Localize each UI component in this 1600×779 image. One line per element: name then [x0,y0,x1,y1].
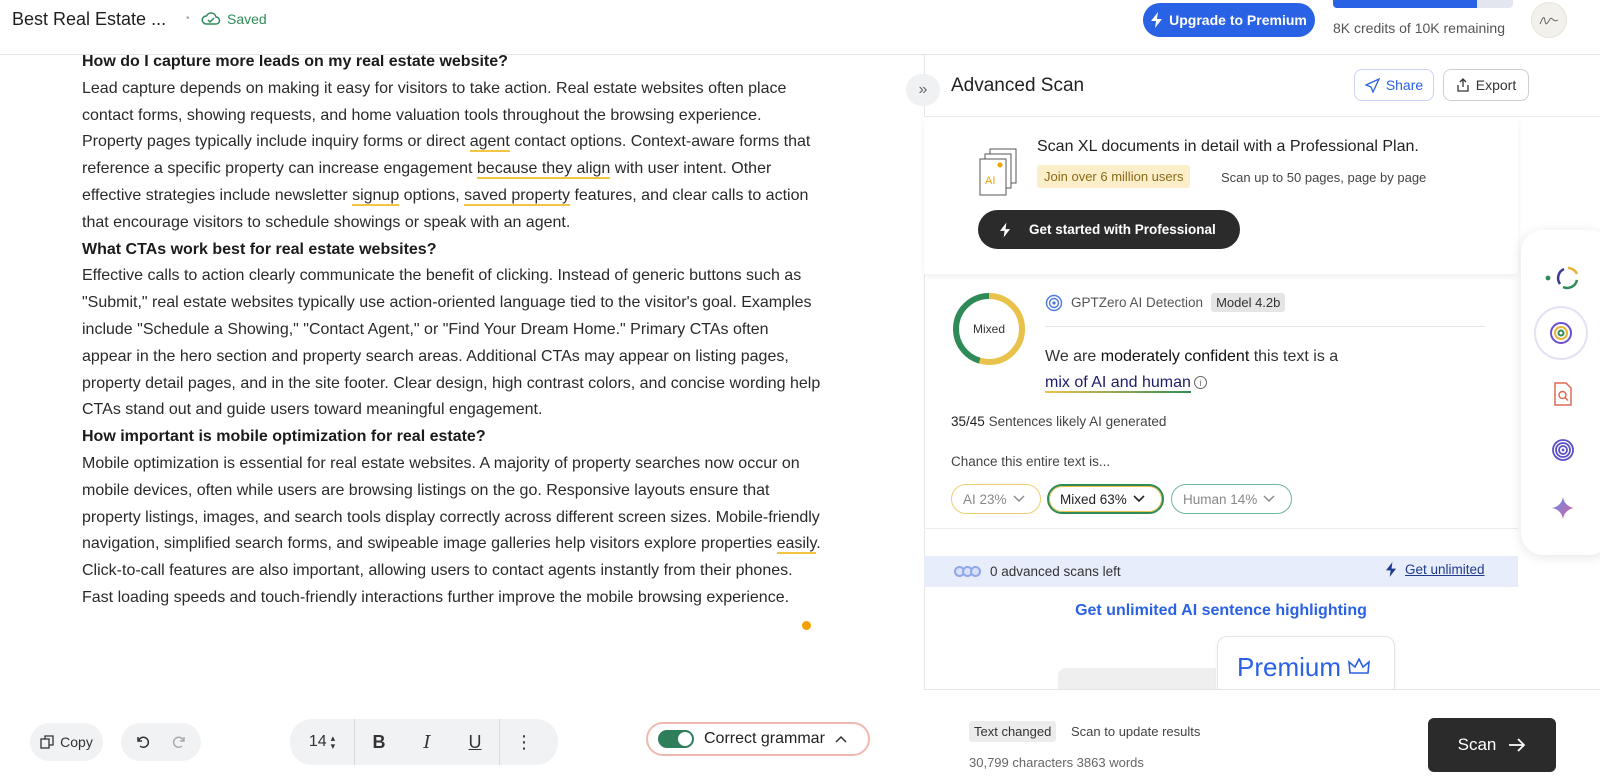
font-size-value: 14 [308,733,327,750]
professional-plan-title: Scan XL documents in detail with a Professional Plan. [1037,138,1419,155]
ai-icon-label: AI [985,175,996,187]
more-options-button[interactable]: ⋮ [515,731,533,752]
top-bar [0,0,1600,55]
undo-icon[interactable] [135,734,151,750]
confidence-statement: We are moderately confident this text is a mix of AI and human i [1045,348,1339,391]
double-chevron-right-icon: » [918,81,928,98]
document-search-icon [1553,382,1573,406]
status-ring-icon [1545,264,1581,292]
rail-item-scan[interactable] [1536,313,1586,353]
rail-item-plagiarism[interactable] [1538,374,1588,414]
rail-item-ai-detect[interactable] [1538,258,1588,298]
spiral-icon [1550,437,1576,463]
paragraph-ctas: Effective calls to action clearly communicate the benefit of clicking. Instead of generic buttons such as "Submit," real estate websites typically use action-oriented language tied to the visitor's goal. Examples include "Schedule a Showing," "Contact Agent," or "Find Your Dream Home." Primary CTAs often appear in the hero section and property search areas. Additional CTAs may appear on listing pages, property detail pages, and in the site footer. Clear design, high contrast colors, and concise wording help CTAs stand out and guide users toward meaningful engagement. [82,267,821,419]
model-badge: Model 4.2b [1211,293,1285,312]
paragraph-mobile: Mobile optimization is essential for real estate websites. A majority of property searches now occur on mobile devices, often while users are browsing listings on the go. Responsive layouts ensure that property listings, images, and search tools display correctly across different screen sizes. Mobile-friendly navigation, simplified search forms, and swipeable image galleries help visitors explore properties easily. Click-to-call features are also important, allowing users to contact agents instantly from their phones. Fast loading speeds and touch-friendly interactions further improve the mobile browsing experience. [82,454,821,606]
upgrade-label: Upgrade to Premium [1169,12,1307,28]
updown-icon: ▴ ▾ [330,733,336,751]
paragraph-lead-capture: Lead capture depends on making it easy for visitors to take action. Real estate websites often place contact forms, showing requests, and home valuation tools throughout the browsing experience. Property pages typically include inquiry forms or direct agent contact options. Context-aware forms that reference a specific property can increase engagement because they align with user intent. Other effective strategies include newsletter signup options, saved property features, and clear calls to action that encourage visitors to schedule showings or speak with an agent. [82,79,811,231]
format-group [290,719,558,765]
undo-redo-group [121,723,201,761]
export-button[interactable] [1443,69,1529,101]
sparkle-icon [1551,496,1575,520]
separator-dot: • [186,13,190,24]
bold-button[interactable]: B [372,731,386,752]
font-size-stepper[interactable] [290,719,354,765]
grammar-suggestion[interactable]: saved property [464,186,571,204]
editor-toolbar [0,705,924,779]
chevron-up-icon [835,735,847,743]
mixed-percent-chip[interactable]: Mixed 63% [1047,484,1164,514]
divider [924,528,1518,529]
export-icon [1456,78,1470,92]
lightning-icon [1000,222,1011,238]
word-count: 30,799 characters 3863 words [969,755,1144,770]
share-button[interactable] [1354,69,1434,101]
copy-label: Copy [60,734,93,750]
grammar-suggestion[interactable]: signup [352,186,400,204]
suggestion-dot[interactable] [802,621,811,630]
panel-title: Advanced Scan [951,75,1085,96]
premium-label: Premium [1237,652,1370,683]
correct-grammar-toggle[interactable] [646,722,870,756]
copy-button[interactable] [30,723,103,761]
sentences-stat: 35/45 Sentences likely AI generated [951,414,1167,429]
saved-status [201,11,267,27]
scan-label: Scan [1457,735,1497,754]
detector-name: GPTZero AI Detection [1071,295,1204,310]
ai-percent-chip[interactable]: AI 23% [951,484,1041,514]
cloud-check-icon [201,11,221,27]
send-icon [1365,78,1380,93]
ring-label: Mixed [972,322,1005,336]
cut-heading: How do I capture more leads on my real estate website? [82,55,508,70]
copy-icon [40,735,54,749]
upgrade-to-premium-button[interactable] [1143,3,1315,37]
mix-result-link[interactable]: mix of AI and human [1045,374,1191,391]
redo-icon[interactable] [171,734,187,750]
share-label: Share [1385,77,1424,93]
chevron-down-icon [1263,495,1275,503]
crown-icon [1348,658,1370,676]
underline-button[interactable]: U [468,731,482,752]
grammar-suggestion[interactable]: because they align [476,160,611,178]
gptzero-logo-icon [1045,294,1063,312]
detector-row [1045,293,1285,312]
italic-button[interactable]: I [423,731,431,753]
heading-ctas: What CTAs work best for real estate websites? [82,240,437,258]
rail-item-writing-report[interactable] [1538,430,1588,470]
scans-left-label: 0 advanced scans left [990,564,1121,579]
divider [1045,326,1485,327]
saved-label: Saved [227,11,267,27]
human-percent-chip[interactable]: Human 14% [1171,484,1292,514]
chevron-down-icon [1013,495,1025,503]
scan-button[interactable] [1428,718,1556,772]
active-indicator [1536,308,1586,358]
collapse-panel-button[interactable] [906,74,940,106]
grammar-suggestion[interactable]: agent [469,133,510,151]
spiral-color-icon [1548,320,1574,346]
documents-ai-icon [978,148,1020,200]
grammar-label: Correct grammar [704,730,825,747]
credits-progress-fill [1333,0,1477,8]
info-icon[interactable]: i [1194,376,1207,389]
scan-update-text: Scan to update results [1071,724,1201,739]
chance-label: Chance this entire text is... [951,454,1111,469]
credits-progress-bar [1333,0,1513,8]
chevron-down-icon [1133,495,1145,503]
text-changed-badge: Text changed [969,721,1056,742]
document-title[interactable]: Best Real Estate ... [12,9,167,29]
scan-dots-icon [954,566,978,577]
grammar-suggestion[interactable]: easily [776,535,817,553]
unlimited-highlighting-heading[interactable]: Get unlimited AI sentence highlighting [1075,602,1367,619]
get-unlimited-link[interactable]: Get unlimited [1386,562,1485,577]
professional-plan-subtitle: Scan up to 50 pages, page by page [1221,170,1427,185]
lightning-icon [1151,12,1163,28]
lightning-icon [1386,562,1397,577]
document-editor[interactable] [0,55,924,705]
get-started-professional-button[interactable] [978,210,1240,249]
signature-icon [1538,13,1560,27]
get-started-label: Get started with Professional [1029,222,1216,237]
heading-mobile: How important is mobile optimization for real estate? [82,428,486,446]
mixed-result-ring [951,291,1027,367]
arrow-right-icon [1508,738,1526,752]
avatar[interactable] [1531,2,1567,38]
toggle-switch[interactable] [658,730,694,748]
users-badge: Join over 6 million users [1037,165,1190,188]
export-label: Export [1475,77,1517,93]
credits-text: 8K credits of 10K remaining [1333,20,1505,36]
rail-item-ai-assistant[interactable] [1538,488,1588,528]
